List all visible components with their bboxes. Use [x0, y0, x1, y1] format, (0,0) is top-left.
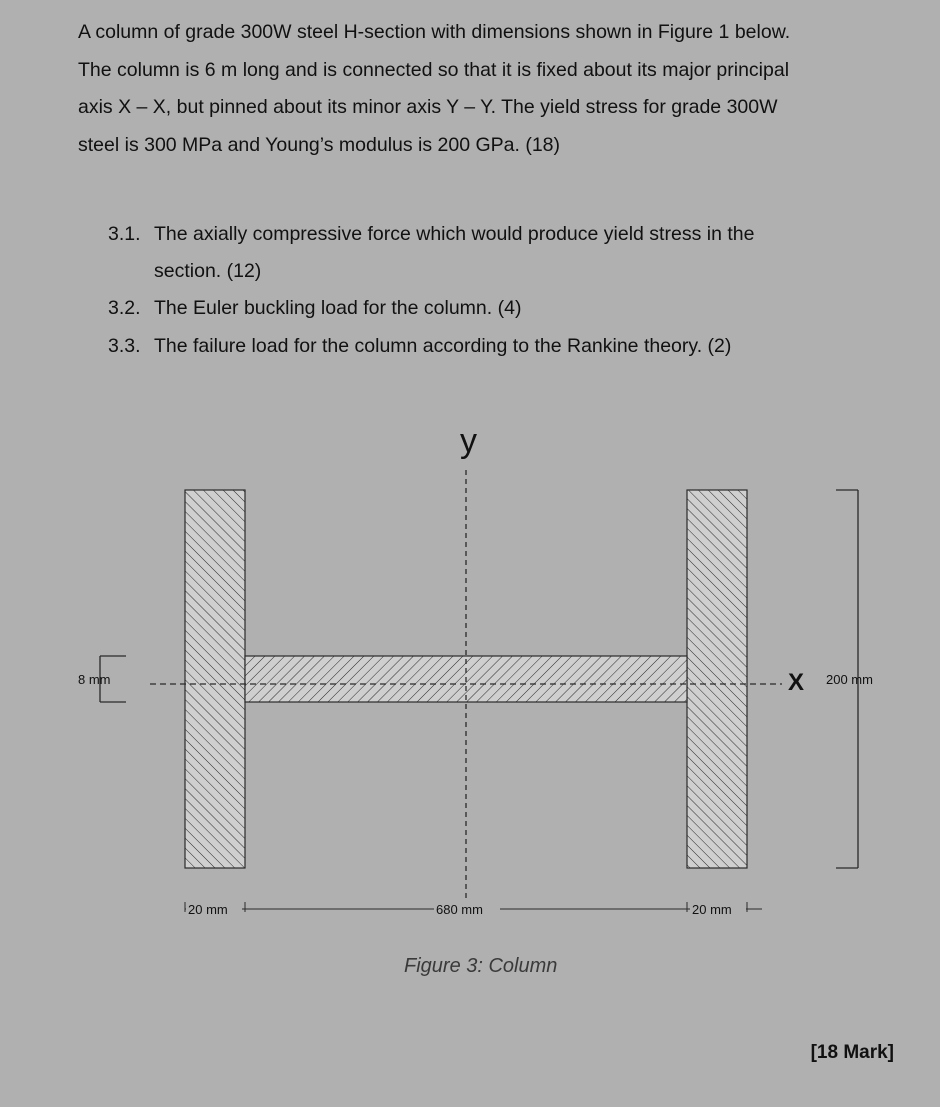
- right-flange: [687, 490, 747, 868]
- question-text: The axially compressive force which would produce yield stress in the: [154, 223, 755, 245]
- figure-caption: Figure 3: Column: [404, 955, 558, 977]
- left-flange: [185, 490, 245, 868]
- intro-line-1: A column of grade 300W steel H-section with dimensions shown in Figure 1 below.: [78, 21, 791, 43]
- intro-line-2: The column is 6 m long and is connected so that it is fixed about its major principal: [78, 58, 790, 81]
- span-width-label: 680 mm: [436, 902, 483, 917]
- question-number: 3.3.: [108, 335, 141, 357]
- intro-line-4: steel is 300 MPa and Young’s modulus is 200 GPa. (18): [78, 133, 561, 156]
- height-label: 200 mm: [826, 672, 873, 687]
- y-axis-label: y: [460, 422, 477, 460]
- question-text-continuation: section. (12): [154, 260, 262, 282]
- total-marks: [18 Mark]: [810, 1042, 894, 1063]
- left-flange-width-label: 20 mm: [188, 902, 228, 917]
- x-axis-label: X: [788, 669, 805, 696]
- question-number: 3.2.: [108, 297, 141, 319]
- question-text: The failure load for the column according to the Rankine theory. (2): [154, 335, 732, 357]
- intro-line-3: axis X – X, but pinned about its minor axis Y – Y. The yield stress for grade 300W: [78, 96, 778, 118]
- question-text: The Euler buckling load for the column. (4): [154, 297, 522, 319]
- web-thickness-label: 8 mm: [78, 672, 111, 687]
- right-flange-width-label: 20 mm: [692, 902, 732, 917]
- question-number: 3.1.: [108, 223, 141, 245]
